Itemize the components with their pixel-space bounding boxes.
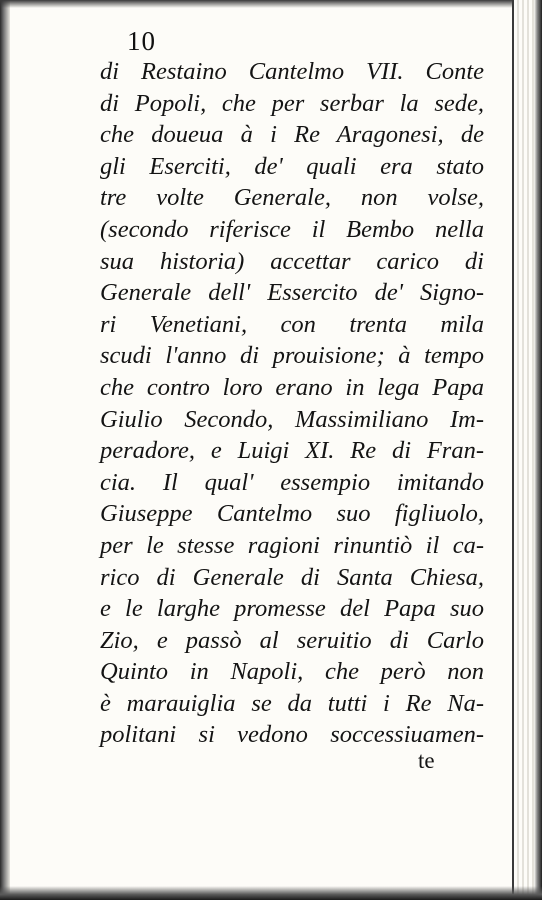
text-line: scudi l'anno di prouisione; à tempo bbox=[100, 342, 484, 370]
text-line: che doueua à i Re Aragonesi, de bbox=[100, 121, 484, 149]
text-line: ri Venetiani, con trenta mila bbox=[100, 310, 484, 338]
text-line: politani si vedono soccessiuamen- bbox=[100, 721, 484, 749]
page-fore-edge bbox=[512, 0, 542, 900]
catchword: te bbox=[418, 748, 435, 773]
text-line: tre volte Generale, non volse, bbox=[100, 184, 484, 212]
text-line: sua historia) accettar carico di bbox=[100, 247, 484, 275]
text-line: Quinto in Napoli, che però non bbox=[100, 658, 484, 686]
binding-gutter bbox=[0, 0, 10, 900]
text-line: cia. Il qual' essempio imitando bbox=[100, 468, 484, 496]
text-line: per le stesse ragioni rinuntiò il ca- bbox=[100, 531, 484, 559]
text-line: di Restaino Cantelmo VII. Conte bbox=[100, 58, 484, 85]
text-line: che contro loro erano in lega Papa bbox=[100, 373, 484, 401]
text-line: è marauiglia se da tutti i Re Na- bbox=[100, 689, 484, 717]
page-number: 10 bbox=[127, 26, 156, 56]
text-line: Giuseppe Cantelmo suo figliuolo, bbox=[100, 500, 484, 528]
text-line: Zio, e passò al seruitio di Carlo bbox=[100, 626, 484, 654]
text-line: e le larghe promesse del Papa suo bbox=[100, 595, 484, 623]
page-top-edge bbox=[0, 0, 542, 8]
text-line: rico di Generale di Santa Chiesa, bbox=[100, 563, 484, 591]
body-text bbox=[100, 56, 484, 751]
text-line: gli Eserciti, de' quali era stato bbox=[100, 152, 484, 180]
text-line: (secondo riferisce il Bembo nella bbox=[100, 215, 484, 243]
text-line: peradore, e Luigi XI. Re di Fran- bbox=[100, 437, 484, 465]
text-line: di Popoli, che per serbar la sede, bbox=[100, 89, 484, 117]
text-line: Giulio Secondo, Massimiliano Im- bbox=[100, 405, 484, 433]
text-line: Generale dell' Essercito de' Signo- bbox=[100, 279, 484, 307]
page-bottom-edge bbox=[0, 886, 542, 900]
